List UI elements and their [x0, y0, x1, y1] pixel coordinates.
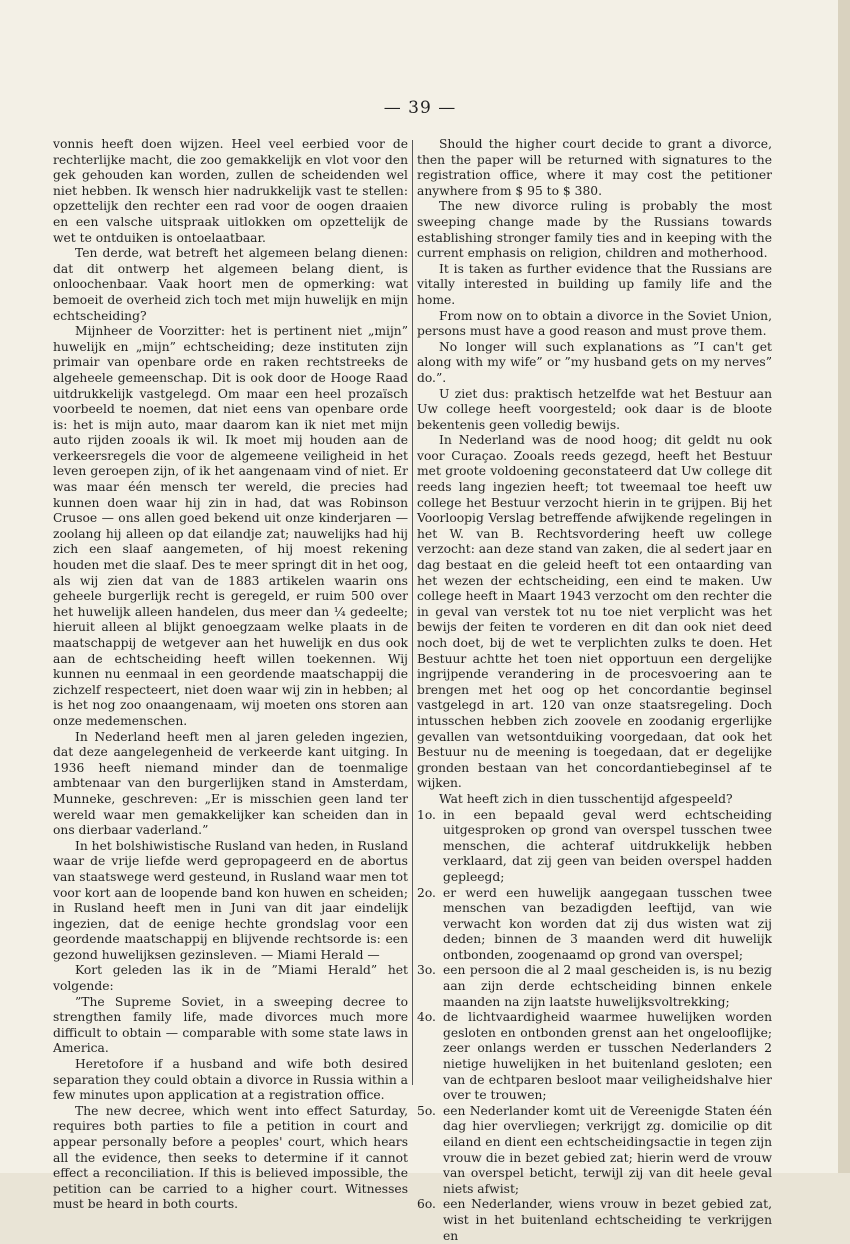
paragraph: ”The Supreme Soviet, in a sweeping decree to strengthen family life, made divorces much more difficult to obtain — comparable with some state laws in America.	[53, 994, 408, 1056]
list-item	[417, 1104, 772, 1198]
paragraph: Should the higher court decide to grant a divorce, then the paper will be returned with signatures to the registration office, where it may cost the petitioner anywhere from $ 95 to $ 380.	[417, 137, 772, 198]
list-item-text: een Nederlander komt uit de Vereenigde Staten één dag hier overvliegen; verkrijgt zg. domicilie op dit eiland en dient een echtscheidingsactie in tegen zijn vrouw die in bezet gebied zat; hierin werd de vrouw van overspel beticht, terwijl zij van dit heele geval niets afwist;	[443, 1103, 772, 1196]
paragraph: In Nederland heeft men al jaren geleden ingezien, dat deze aangelegenheid de verkeerde kant uitging. In 1936 heeft niemand minder dan de toenmalige ambtenaar van den burgerlijken stand in Amsterdam, Munneke, geschreven: „Er is misschien geen land ter wereld waar men gemakkelijker kan scheiden dan in ons dierbaar vaderland.”	[53, 729, 408, 838]
list-item-text: de lichtvaardigheid waarmee huwelijken worden gesloten en ontbonden grenst aan het ongelooflijke; zeer onlangs werden er tusschen Nederlanders 2 nietige huwelijken in het buitenland gesloten; een van de echtparen besloot maar veiligheidshalve hier over te trouwen;	[443, 1010, 772, 1103]
paragraph: From now on to obtain a divorce in the Soviet Union, persons must have a good reason and must prove them.	[417, 308, 772, 339]
list-item-number: 2o.	[417, 885, 436, 900]
list-item-text: een persoon die al 2 maal gescheiden is, is nu bezig aan zijn derde echtscheiding binnen enkele maanden na zijn laatste huwelijksvoltrekking;	[443, 963, 772, 1009]
paragraph: U ziet dus: praktisch hetzelfde wat het Bestuur aan Uw college heeft voorgesteld; ook daar is de bloote bekentenis geen volledig bewijs.	[417, 386, 772, 432]
paragraph: The new decree, which went into effect Saturday, requires both parties to file a petition in court and appear personally before a peoples' court, which hears all the evidence, then seeks to determine if it cannot effect a reconciliation. If this is believed impossible, the petition can be carried to a higher court. Witnesses must be heard in both courts.	[53, 1103, 408, 1212]
list-item	[417, 886, 772, 964]
paragraph: Wat heeft zich in dien tusschentijd afgespeeld?	[439, 791, 733, 806]
list-item	[417, 963, 772, 1010]
list-item-text: er werd een huwelijk aangegaan tusschen twee menschen van bezadigden leeftijd, van wie verwacht kon worden dat zij dus wisten wat zij deden; binnen de 3 maanden werd dit huwelijk ontbonden, zoogenaamd op grond van overspel;	[443, 885, 772, 962]
paragraph: The new divorce ruling is probably the most sweeping change made by the Russians towards establishing stronger family ties and in keeping with the current emphasis on religion, children and motherhood.	[417, 199, 772, 261]
column-divider	[412, 140, 413, 1085]
paragraph: Ten derde, wat betreft het algemeen belang dienen: dat dit ontwerp het algemeen belang dient, is onloochenbaar. Vaak hoort men de opmerking: wat bemoeit de overheid zich toch met mijn huwelijk en mijn echtscheiding?	[53, 246, 408, 323]
list-item-number: 5o.	[417, 1103, 436, 1118]
paragraph: Heretofore if a husband and wife both desired separation they could obtain a divorce in Russia within a few minutes upon application at a registration office.	[53, 1057, 408, 1103]
list-item-number: 6o.	[417, 1197, 436, 1212]
list-item-text: een Nederlander, wiens vrouw in bezet gebied zat, wist in het buitenland echtscheiding te verkrijgen en	[443, 1197, 772, 1243]
list-item-text: in een bepaald geval werd echtscheiding uitgesproken op grond van overspel tusschen twee menschen, die achteraf uitdrukkelijk hebben verklaard, dat zij geen van beiden overspel hadden gepleegd;	[443, 807, 772, 884]
paragraph: Mijnheer de Voorzitter: het is pertinent niet „mijn” huwelijk en „mijn” echtscheiding; deze instituten zijn primair van openbare orde en raken rechtstreeks de algeheele gemeenschap. Dit is ook door de Hooge Raad uitdrukkelijk vastgelegd. Om maar een heel prozaïsch voorbeeld te noemen, dat niet eens van openbare orde is: het is mijn auto, maar daarom kan ik niet met mijn auto rijden zooals ik wil. Ik moet mij houden aan de verkeersregels die voor de algemeene veiligheid in het leven geroepen zijn, of ik het aangenaam vind of niet. Er was maar één mensch ter wereld, die precies had kunnen doen waar hij zin in had, dat was Robinson Crusoe — ons allen goed bekend uit onze kinderjaren — zoolang hij alleen op dat eilandje zat; nauwelijks had hij zich een slaaf aangemeten, of hij moest rekening houden met die slaaf. Des te meer springt dit in het oog, als wij zien dat van de 1883 artikelen waarin ons geheele burgerlijk recht is geregeld, er ruim 500 over het huwelijk alleen handelen, dus meer dan ¼ gedeelte; hieruit alleen al blijkt genoegzaam welke plaats in de maatschappij de wetgever aan het huwelijk en dus ook aan de echtscheiding heeft willen toekennen. Wij kunnen nu eenmaal in een geordende maatschappij die zichzelf respecteert, niet doen waar wij zin in hebben; al is het nog zoo onaangenaam, wij moeten ons storen aan onze medemenschen.	[53, 324, 408, 728]
page-number: — 39 —	[383, 98, 457, 118]
list-item-number: 1o.	[417, 807, 436, 822]
list-item	[417, 1010, 772, 1104]
paragraph: It is taken as further evidence that the Russians are vitally interested in building up family life and the home.	[417, 261, 772, 307]
paragraph: vonnis heeft doen wijzen. Heel veel eerbied voor de rechterlijke macht, die zoo gemakkelijk en vlot voor den gek gehouden kan worden, zullen de scheidenden wel niet hebben. Ik wensch hier nadrukkelijk vast te stellen: opzettelijk den rechter een rad voor de oogen draaien en een valsche uitspraak uitlokken om opzettelijk de wet te ontduiken is ontoelaatbaar.	[53, 137, 408, 245]
list-item-number: 3o.	[417, 963, 436, 978]
page-edge	[838, 0, 850, 1173]
left-column	[53, 137, 408, 1213]
paragraph: Kort geleden las ik in de ”Miami Herald” het volgende:	[53, 963, 408, 994]
paragraph: In het bolshiwistische Rusland van heden, in Rusland waar de vrije liefde werd gepropageerd en de abortus van staatswege werd gesteund, in Rusland waar men tot voor kort aan de loopende band kon huwen en scheiden; in Rusland heeft men in Juni van dit jaar eindelijk ingezien, dat de eenige hechte grondslag voor een geordende maatschappij en blijvende rechtsorde is: een gezond huwelijksen gezinsleven. — Miami Herald —	[53, 838, 409, 962]
list-item	[417, 1197, 772, 1244]
paragraph: In Nederland was de nood hoog; dit geldt nu ook voor Curaçao. Zooals reeds gezegd, heeft het Bestuur met groote voldoening geconstateerd dat Uw college dit reeds lang ingezien heeft; tot tweemaal toe heeft uw college het Bestuur verzocht hierin in te grijpen. Bij het Voorloopig Verslag betreffende afwijkende regelingen in het W. van B. Rechtsvordering heeft uw college verzocht: aan deze stand van zaken, die al sedert jaar en dag bestaat en die geleid heeft tot een ontaarding van het wezen der echtscheiding, een eind te maken. Uw college heeft in Maart 1943 verzocht om den rechter die in geval van verstek tot nu toe niet verplicht was het bewijs der feiten te vorderen en dit dan ook niet deed noch doet, bij de wet te verplichten zulks te doen. Het Bestuur achtte het toen niet opportuun een dergelijke ingrijpende verandering in de procesvoering aan te brengen met het oog op het concordantie beginsel vastgelegd in art. 120 van onze staatsregeling. Doch intusschen hebben zich zoovele en zoodanig ergerlijke gevallen van wetsontduiking voorgedaan, dat ook het Bestuur nu de meening is toegedaan, dat er degelijke gronden bestaan van het concordantiebeginsel af te wijken.	[417, 433, 772, 791]
list-item	[417, 808, 772, 886]
list-item-number: 4o.	[417, 1010, 436, 1025]
right-column	[417, 137, 772, 1244]
paragraph: No longer will such explanations as ”I can't get along with my wife” or ”my husband gets on my nerves” do.”.	[417, 339, 772, 385]
